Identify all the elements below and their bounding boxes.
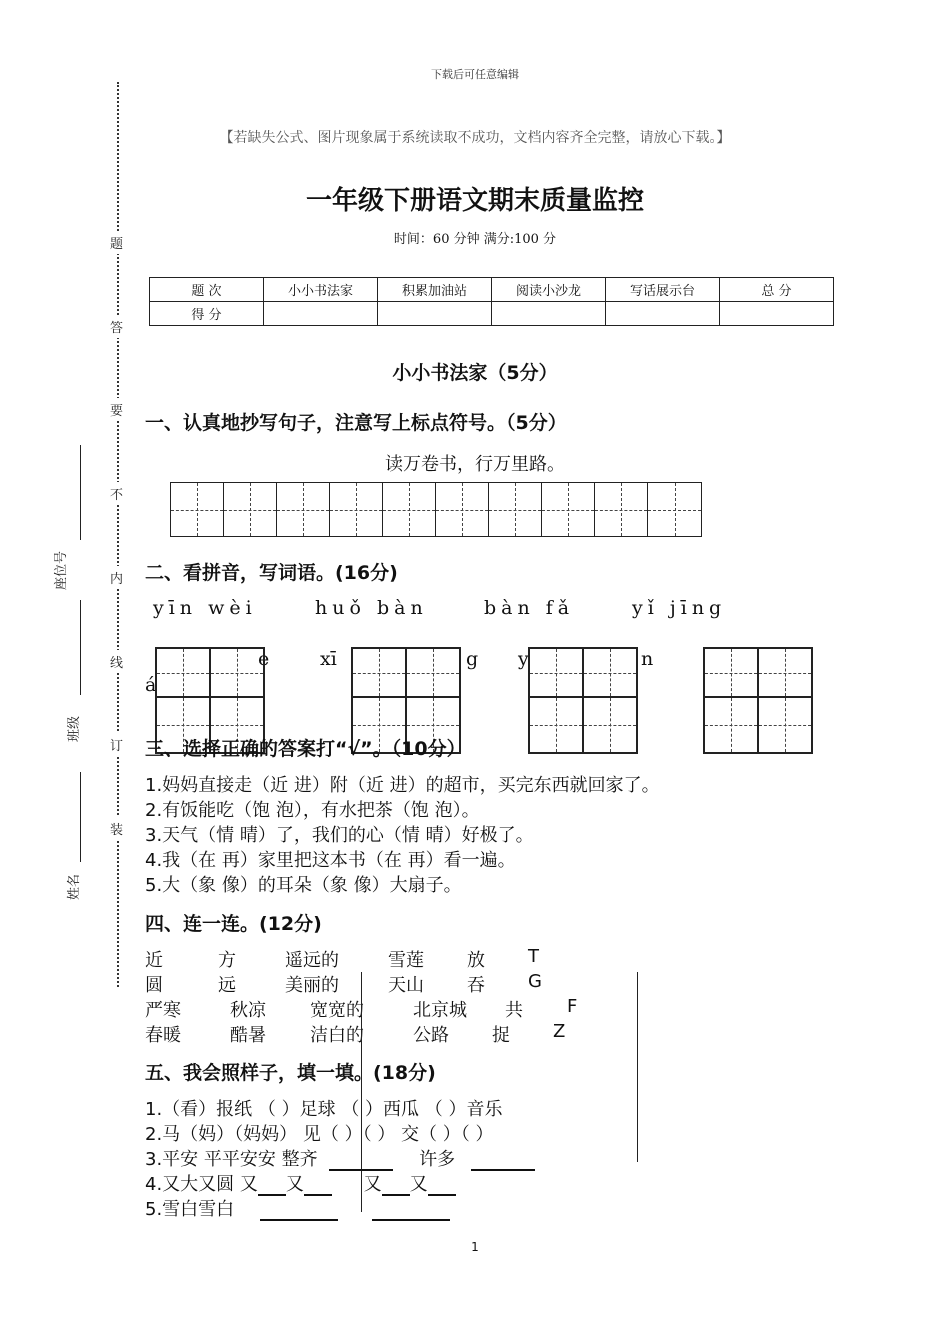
- match-item[interactable]: 美丽的: [285, 975, 339, 996]
- answer-blank[interactable]: [471, 1151, 535, 1171]
- answer-blank[interactable]: [260, 1201, 338, 1221]
- pinyin-4: yǐ jīng: [632, 597, 727, 619]
- name-label: 姓名: [67, 873, 82, 900]
- page-title: 一年级下册语文期末质量监控: [305, 186, 644, 216]
- q5-text: 4.又大又圆 又: [145, 1174, 258, 1195]
- match-item[interactable]: 遥远的: [285, 950, 339, 971]
- tianzi-grid[interactable]: [703, 647, 813, 754]
- question-2-title: 二、看拼音，写词语。(16分): [145, 562, 398, 584]
- q5-line: [145, 1195, 450, 1221]
- section-title: 小小书法家（5分）: [392, 362, 558, 384]
- match-item[interactable]: 北京城: [413, 1000, 467, 1021]
- writing-grid[interactable]: [170, 482, 702, 537]
- match-item[interactable]: 天山: [388, 975, 424, 996]
- match-item[interactable]: 近: [145, 950, 163, 971]
- divider-line: [637, 972, 638, 1162]
- binding-char: 答: [110, 315, 123, 338]
- match-item[interactable]: 共: [505, 1000, 523, 1021]
- tianzi-grid[interactable]: [528, 647, 638, 754]
- exam-subtitle: 时间：60 分钟 满分:100 分: [393, 232, 557, 247]
- binding-dotted-line: [117, 82, 119, 987]
- score-cell[interactable]: [264, 302, 378, 326]
- q3-line: 1.妈妈直接走（近 进）附（近 进）的超市，买完东西就回家了。: [145, 775, 660, 796]
- binding-char: 线: [110, 650, 123, 673]
- class-blank[interactable]: [80, 600, 81, 695]
- binding-char: 要: [110, 398, 123, 421]
- pinyin-2: huǒ bàn: [315, 597, 428, 619]
- pinyin-fragment: y: [518, 648, 529, 670]
- q5-line: [145, 1170, 456, 1196]
- match-item[interactable]: 放: [467, 950, 485, 971]
- pinyin-fragment: xī: [320, 648, 337, 670]
- question-3-title: 三、选择正确的答案打“√”。（10分）: [145, 738, 466, 760]
- binding-char: 题: [110, 231, 123, 254]
- answer-blank[interactable]: [258, 1176, 286, 1196]
- match-item[interactable]: 捉: [492, 1025, 510, 1046]
- match-item[interactable]: 严寒: [145, 1000, 181, 1021]
- match-item[interactable]: F: [567, 996, 578, 1017]
- table-header-cell: 小小书法家: [264, 278, 378, 302]
- match-item[interactable]: 方: [218, 950, 236, 971]
- score-cell[interactable]: [378, 302, 492, 326]
- download-notice: 【若缺失公式、图片现象属于系统读取不成功，文档内容齐全完整，请放心下载。】: [219, 130, 731, 146]
- table-header-cell: 积累加油站: [378, 278, 492, 302]
- pinyin-fragment: á: [145, 674, 157, 696]
- match-item[interactable]: 圆: [145, 975, 163, 996]
- binding-char: 内: [110, 566, 123, 589]
- match-item[interactable]: 公路: [413, 1025, 449, 1046]
- match-item[interactable]: 宽宽的: [310, 1000, 364, 1021]
- class-label: 班级: [67, 715, 82, 742]
- q5-line: 2.马（妈）（妈妈） 见（ ）（ ） 交（ ）（ ）: [145, 1124, 494, 1145]
- q5-line: [145, 1145, 535, 1171]
- table-header-cell: 阅读小沙龙: [492, 278, 606, 302]
- page-number: 1: [471, 1240, 479, 1254]
- match-item[interactable]: 春暖: [145, 1025, 181, 1046]
- q5-text: 5.雪白雪白: [145, 1199, 235, 1220]
- pinyin-1: yīn wèi: [153, 597, 257, 619]
- answer-blank[interactable]: [382, 1176, 410, 1196]
- table-header-cell: 总 分: [720, 278, 834, 302]
- header-note: 下载后可任意编辑: [431, 68, 519, 81]
- question-4-title: 四、连一连。(12分): [145, 913, 322, 935]
- answer-blank[interactable]: [372, 1201, 450, 1221]
- q5-text: 又: [409, 1174, 428, 1195]
- q5-text: 又: [363, 1174, 382, 1195]
- score-table: [149, 277, 834, 326]
- q3-line: 2.有饭能吃（饱 泡），有水把茶（饱 泡）。: [145, 800, 480, 821]
- binding-char: 订: [110, 733, 123, 756]
- q3-line: 5.大（象 像）的耳朵（象 像）大扇子。: [145, 875, 462, 896]
- match-item[interactable]: 酷暑: [230, 1025, 266, 1046]
- match-item[interactable]: 洁白的: [310, 1025, 364, 1046]
- table-header-cell: 题 次: [150, 278, 264, 302]
- answer-blank[interactable]: [304, 1176, 332, 1196]
- table-header-cell: 写话展示台: [606, 278, 720, 302]
- match-item[interactable]: 吞: [467, 975, 485, 996]
- pinyin-3: bàn fǎ: [484, 597, 575, 619]
- match-item[interactable]: 远: [218, 975, 236, 996]
- score-cell[interactable]: [606, 302, 720, 326]
- copy-sentence: 读万卷书，行万里路。: [385, 454, 565, 475]
- pinyin-fragment: e: [258, 648, 270, 670]
- pinyin-fragment: n: [641, 648, 654, 670]
- question-1-title: 一、认真地抄写句子，注意写上标点符号。（5分）: [145, 412, 567, 434]
- score-row-label: 得 分: [150, 302, 264, 326]
- answer-blank[interactable]: [329, 1151, 393, 1171]
- q5-text: 又: [285, 1174, 304, 1195]
- q3-line: 4.我（在 再）家里把这本书（在 再）看一遍。: [145, 850, 516, 871]
- match-item[interactable]: G: [528, 971, 542, 992]
- match-item[interactable]: T: [528, 946, 539, 967]
- q5-line: 1.（看）报纸 （ ）足球 （ ）西瓜 （ ）音乐: [145, 1099, 503, 1120]
- binding-char: 装: [110, 817, 123, 840]
- pinyin-fragment: g: [466, 648, 479, 670]
- q5-text: 许多: [419, 1149, 456, 1170]
- seat-number-label: 座位号: [54, 550, 69, 590]
- score-cell[interactable]: [720, 302, 834, 326]
- binding-char: 不: [110, 482, 123, 505]
- match-item[interactable]: Z: [553, 1021, 566, 1042]
- q5-text: 3.平安 平平安安 整齐: [145, 1149, 318, 1170]
- match-item[interactable]: 雪莲: [388, 950, 424, 971]
- match-item[interactable]: 秋凉: [230, 1000, 266, 1021]
- q3-line: 3.天气（情 晴）了，我们的心（情 晴）好极了。: [145, 825, 534, 846]
- score-cell[interactable]: [492, 302, 606, 326]
- name-blank[interactable]: [80, 772, 81, 862]
- answer-blank[interactable]: [428, 1176, 456, 1196]
- question-5-title: 五、我会照样子，填一填。(18分): [145, 1062, 436, 1084]
